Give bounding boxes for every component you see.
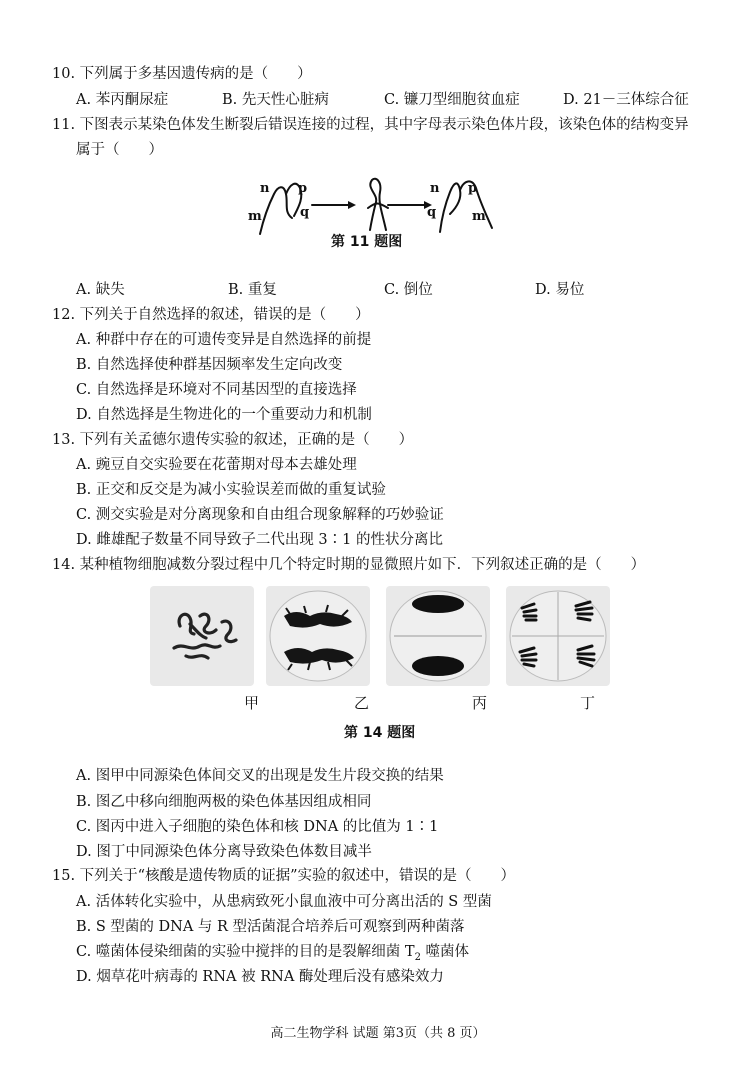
micrograph-bing bbox=[386, 586, 490, 686]
micrograph-ding bbox=[506, 586, 610, 686]
label-p-2: p bbox=[468, 181, 478, 196]
q13-stem: 13. 下列有关孟德尔遗传实验的叙述，正确的是（ ） bbox=[52, 432, 414, 448]
label-n-2: n bbox=[430, 181, 440, 196]
photo-label-jia: 甲 bbox=[244, 694, 260, 712]
q15-option-c: C. 噬菌体侵染细菌的实验中搅拌的目的是裂解细菌 $T_2$ 噬菌体 bbox=[76, 944, 470, 963]
micrograph-jia bbox=[150, 586, 254, 686]
q11-option-b: B. 重复 bbox=[228, 282, 277, 298]
label-q-2: q bbox=[427, 205, 437, 220]
q11-option-c: C. 倒位 bbox=[384, 282, 433, 298]
q14-stem: 14. 某种植物细胞减数分裂过程中几个特定时期的显微照片如下．下列叙述正确的是（ ） bbox=[52, 557, 646, 573]
q15-option-d: D. 烟草花叶病毒的 RNA 被 RNA 酶处理后没有感染效力 bbox=[76, 969, 444, 985]
q15-option-a: A. 活体转化实验中，从患病致死小鼠血液中可分离出活的 S 型菌 bbox=[76, 894, 492, 910]
photo-label-bing: 丙 bbox=[472, 694, 488, 712]
q13-option-b: B. 正交和反交是为减小实验误差而做的重复试验 bbox=[76, 482, 386, 498]
photo-label-ding: 丁 bbox=[580, 694, 596, 712]
label-m: m bbox=[248, 209, 262, 224]
q12-option-b: B. 自然选择使种群基因频率发生定向改变 bbox=[76, 357, 343, 373]
label-m-2: m bbox=[472, 209, 486, 224]
q12-option-d: D. 自然选择是生物进化的一个重要动力和机制 bbox=[76, 407, 372, 423]
q14-figure-caption: 第 14 题图 bbox=[344, 725, 416, 741]
q11-option-d: D. 易位 bbox=[535, 282, 585, 298]
q13-option-c: C. 测交实验是对分离现象和自由组合现象解释的巧妙验证 bbox=[76, 507, 444, 523]
photo-label-yi: 乙 bbox=[354, 694, 370, 712]
label-p: p bbox=[298, 181, 308, 196]
q12-option-c: C. 自然选择是环境对不同基因型的直接选择 bbox=[76, 382, 357, 398]
q12-stem: 12. 下列关于自然选择的叙述，错误的是（ ） bbox=[52, 307, 370, 323]
q14-option-a: A. 图甲中同源染色体间交叉的出现是发生片段交换的结果 bbox=[76, 768, 444, 784]
q10-stem: 10. 下列属于多基因遗传病的是（ ） bbox=[52, 66, 312, 82]
q10-option-b: B. 先天性心脏病 bbox=[222, 92, 329, 108]
q14-option-c: C. 图丙中进入子细胞的染色体和核 DNA 的比值为 1∶1 bbox=[76, 819, 439, 835]
q10-option-d: D. 21－三体综合征 bbox=[563, 92, 689, 108]
chromosome-break-diagram bbox=[240, 172, 500, 240]
q13-option-a: A. 豌豆自交实验要在花蕾期对母本去雄处理 bbox=[76, 457, 357, 473]
q11-option-a: A. 缺失 bbox=[76, 282, 125, 298]
label-n: n bbox=[260, 181, 270, 196]
q14-option-d: D. 图丁中同源染色体分离导致染色体数目减半 bbox=[76, 844, 372, 860]
q10-option-c: C. 镰刀型细胞贫血症 bbox=[384, 92, 520, 108]
label-q: q bbox=[300, 205, 310, 220]
q10-option-a: A. 苯丙酮尿症 bbox=[76, 92, 169, 108]
q15-option-b: B. S 型菌的 DNA 与 R 型活菌混合培养后可观察到两种菌落 bbox=[76, 919, 465, 935]
q11-figure-caption: 第 11 题图 bbox=[331, 234, 403, 250]
q11-stem-line1: 11. 下图表示某染色体发生断裂后错误连接的过程，其中字母表示染色体片段，该染色体的结构变异 bbox=[52, 117, 689, 133]
q11-stem-line2: 属于（ ） bbox=[76, 142, 163, 158]
q12-option-a: A. 种群中存在的可遗传变异是自然选择的前提 bbox=[76, 332, 372, 348]
page-footer: 高二生物学科 试题 第3页（共 8 页） bbox=[270, 1026, 486, 1041]
q15-stem: 15. 下列关于“核酸是遗传物质的证据”实验的叙述中，错误的是（ ） bbox=[52, 868, 515, 884]
q14-option-b: B. 图乙中移向细胞两极的染色体基因组成相同 bbox=[76, 794, 372, 810]
micrograph-yi bbox=[266, 586, 370, 686]
q13-option-d: D. 雌雄配子数量不同导致子二代出现 3∶1 的性状分离比 bbox=[76, 532, 443, 548]
